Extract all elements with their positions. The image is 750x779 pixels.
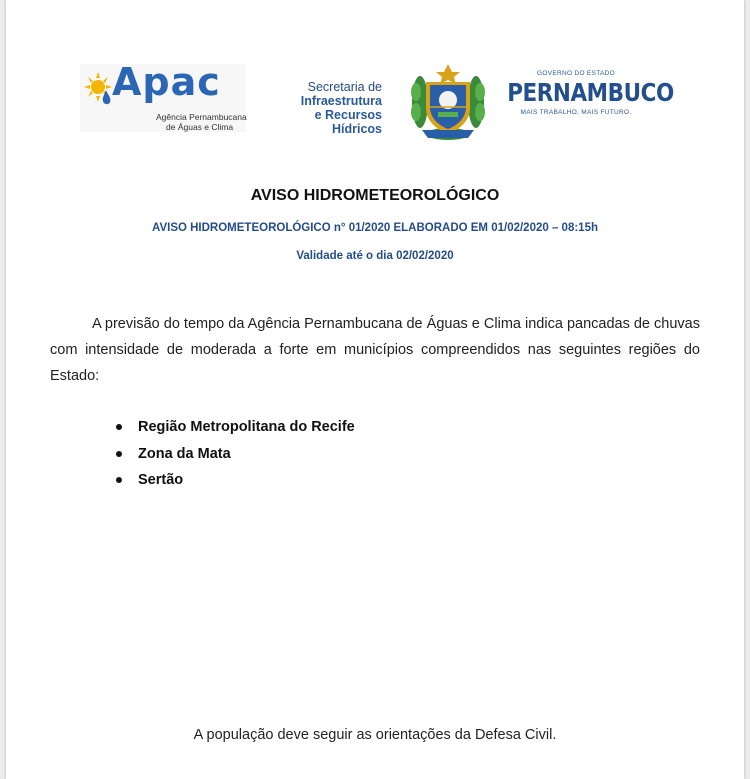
secretaria-line2: Infraestrutura xyxy=(300,94,382,108)
secretaria-line3: e Recursos Hídricos xyxy=(314,108,382,136)
document-title: AVISO HIDROMETEOROLÓGICO xyxy=(250,187,500,204)
document-page xyxy=(6,0,744,779)
list-item xyxy=(112,414,355,441)
governo-pernambuco-logo xyxy=(496,70,674,116)
bullet-icon xyxy=(116,477,122,483)
apac-subtitle-line2: de Águas e Clima xyxy=(166,122,234,132)
governo-slogan: MAIS TRABALHO, MAIS FUTURO. xyxy=(520,109,632,116)
list-item xyxy=(112,441,355,468)
coat-of-arms-icon xyxy=(408,62,488,142)
bullet-icon xyxy=(116,451,122,457)
governo-top-text: GOVERNO DO ESTADO xyxy=(537,70,615,77)
region-label: Sertão xyxy=(138,472,184,488)
governo-name: PERNAMBUCO xyxy=(507,78,674,107)
secretaria-line1: Secretaria de xyxy=(307,80,382,94)
secretaria-logo xyxy=(264,80,382,136)
bullet-icon xyxy=(116,424,122,430)
header-logos xyxy=(6,58,744,148)
region-label: Região Metropolitana do Recife xyxy=(138,419,355,435)
footer-note: A população deve seguir as orientações da Defesa Civil. xyxy=(193,727,557,743)
body-paragraph: A previsão do tempo da Agência Pernambucana de Águas e Clima indica pancadas de chuvas com intensidade de moderada a forte em municípios compreendidos nas seguintes regiões do Estado: xyxy=(50,316,700,384)
document-subtitle: AVISO HIDROMETEOROLÓGICO n° 01/2020 ELABORADO EM 01/02/2020 – 08:15h xyxy=(152,222,598,234)
region-label: Zona da Mata xyxy=(138,445,231,462)
regions-list xyxy=(112,414,355,494)
apac-subtitle-line1: Agência Pernambucana xyxy=(156,112,247,122)
list-item xyxy=(112,467,355,494)
apac-logo xyxy=(80,60,247,132)
apac-wordmark: Apac xyxy=(112,60,221,104)
validity-text: Validade até o dia 02/02/2020 xyxy=(296,250,454,262)
